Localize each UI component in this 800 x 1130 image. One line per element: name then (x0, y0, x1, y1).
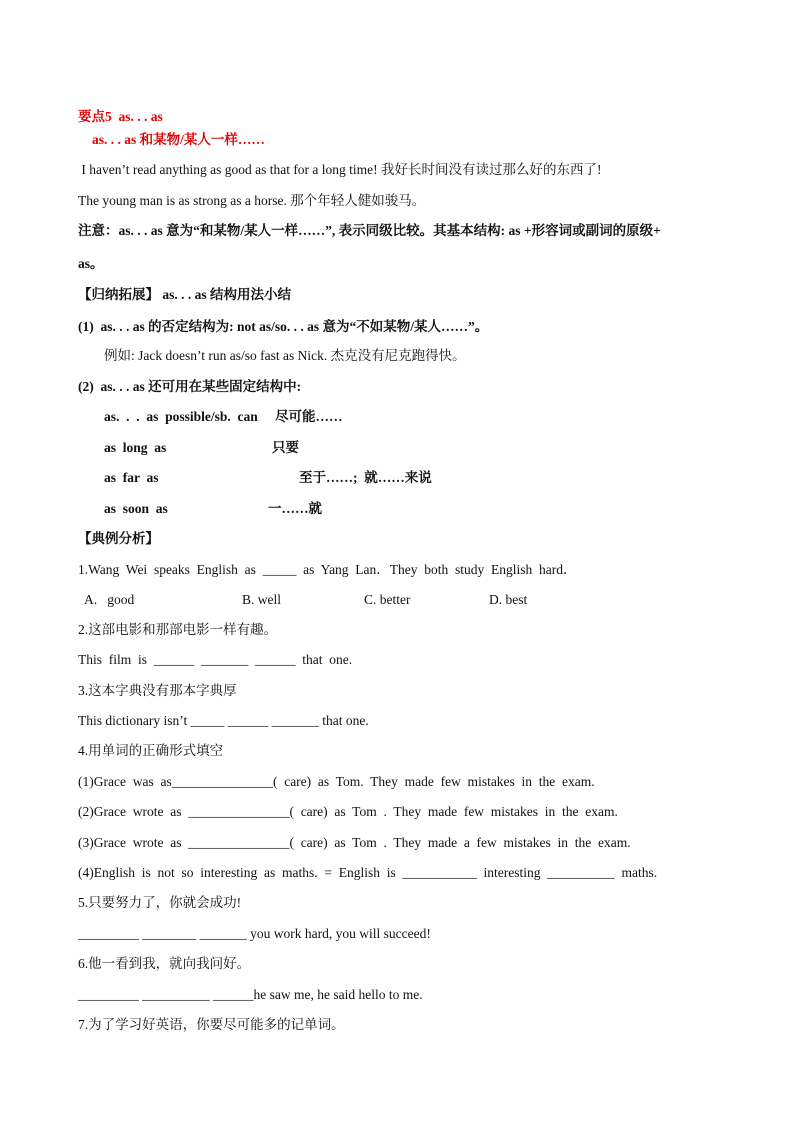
summary-item-2: (2) as. . . as 还可用在某些固定结构中: (78, 379, 302, 394)
phrase-zh: 只要 (272, 440, 299, 455)
note-line-1: 注意：as. . . as 意为“和某物/某人一样……”, 表示同级比较。其基本结构: as +形容词或副词的原级+ (78, 223, 661, 238)
question-4-2: (2)Grace wrote as _______________( care) as Tom . They made few mistakes in the exam. (78, 804, 618, 819)
question-2-blank: This film is ______ _______ ______ that one. (78, 652, 353, 667)
summary-item-1-example: 例如: Jack doesn’t run as/so fast as Nick. 杰克没有尼克跑得快。 (104, 348, 466, 363)
question-1-option-c: C. better (364, 592, 411, 607)
example-sentence-1: I haven’t read anything as good as that for a long time! 我好长时间没有读过那么好的东西了! (78, 162, 602, 177)
question-1-option-b: B. well (242, 592, 281, 607)
analysis-title: 【典例分析】 (78, 531, 159, 546)
point-heading: 要点5 as. . . as (78, 109, 163, 124)
question-6: 6.他一看到我，就向我问好。 (78, 956, 251, 971)
summary-item-1: (1) as. . . as 的否定结构为: not as/so. . . as 意为“不如某物/某人……”。 (78, 319, 489, 334)
question-3: 3.这本字典没有那本字典厚 (78, 683, 237, 698)
question-4-3: (3)Grace wrote as _______________( care) as Tom . They made a few mistakes in the exam. (78, 835, 631, 850)
point-meaning: as. . . as 和某物/某人一样…… (92, 132, 265, 147)
question-6-blank: _________ __________ ______he saw me, he said hello to me. (78, 987, 423, 1002)
summary-title: 【归纳拓展】 as. . . as 结构用法小结 (78, 287, 292, 302)
phrase-zh: 尽可能…… (275, 409, 343, 424)
example-sentence-2: The young man is as strong as a horse. 那个年轻人健如骏马。 (78, 193, 426, 208)
phrase-zh: 至于……; 就……来说 (299, 470, 432, 485)
question-1-option-a: A. good (84, 592, 135, 607)
phrase-en: as far as (104, 470, 159, 485)
phrase-zh: 一……就 (268, 501, 322, 516)
phrase-en: as. . . as possible/sb. can (104, 409, 258, 424)
question-5-blank: _________ ________ _______ you work hard, you will succeed! (78, 926, 431, 941)
question-4: 4.用单词的正确形式填空 (78, 743, 224, 758)
phrase-en: as soon as (104, 501, 168, 516)
phrase-en: as long as (104, 440, 167, 455)
question-4-1: (1)Grace was as_______________( care) as Tom. They made few mistakes in the exam. (78, 774, 595, 789)
question-7: 7.为了学习好英语，你要尽可能多的记单词。 (78, 1017, 345, 1032)
note-line-2: as。 (78, 256, 104, 271)
question-4-4: (4)English is not so interesting as maths. = English is ___________ interesting __________ maths. (78, 865, 658, 880)
question-1-option-d: D. best (489, 592, 528, 607)
question-3-blank: This dictionary isn’t _____ ______ _______ that one. (78, 713, 369, 728)
question-5: 5.只要努力了，你就会成功! (78, 895, 242, 910)
question-1: 1.Wang Wei speaks English as _____ as Yang Lan．They both study English hard． (78, 562, 577, 577)
question-2: 2.这部电影和那部电影一样有趣。 (78, 622, 278, 637)
